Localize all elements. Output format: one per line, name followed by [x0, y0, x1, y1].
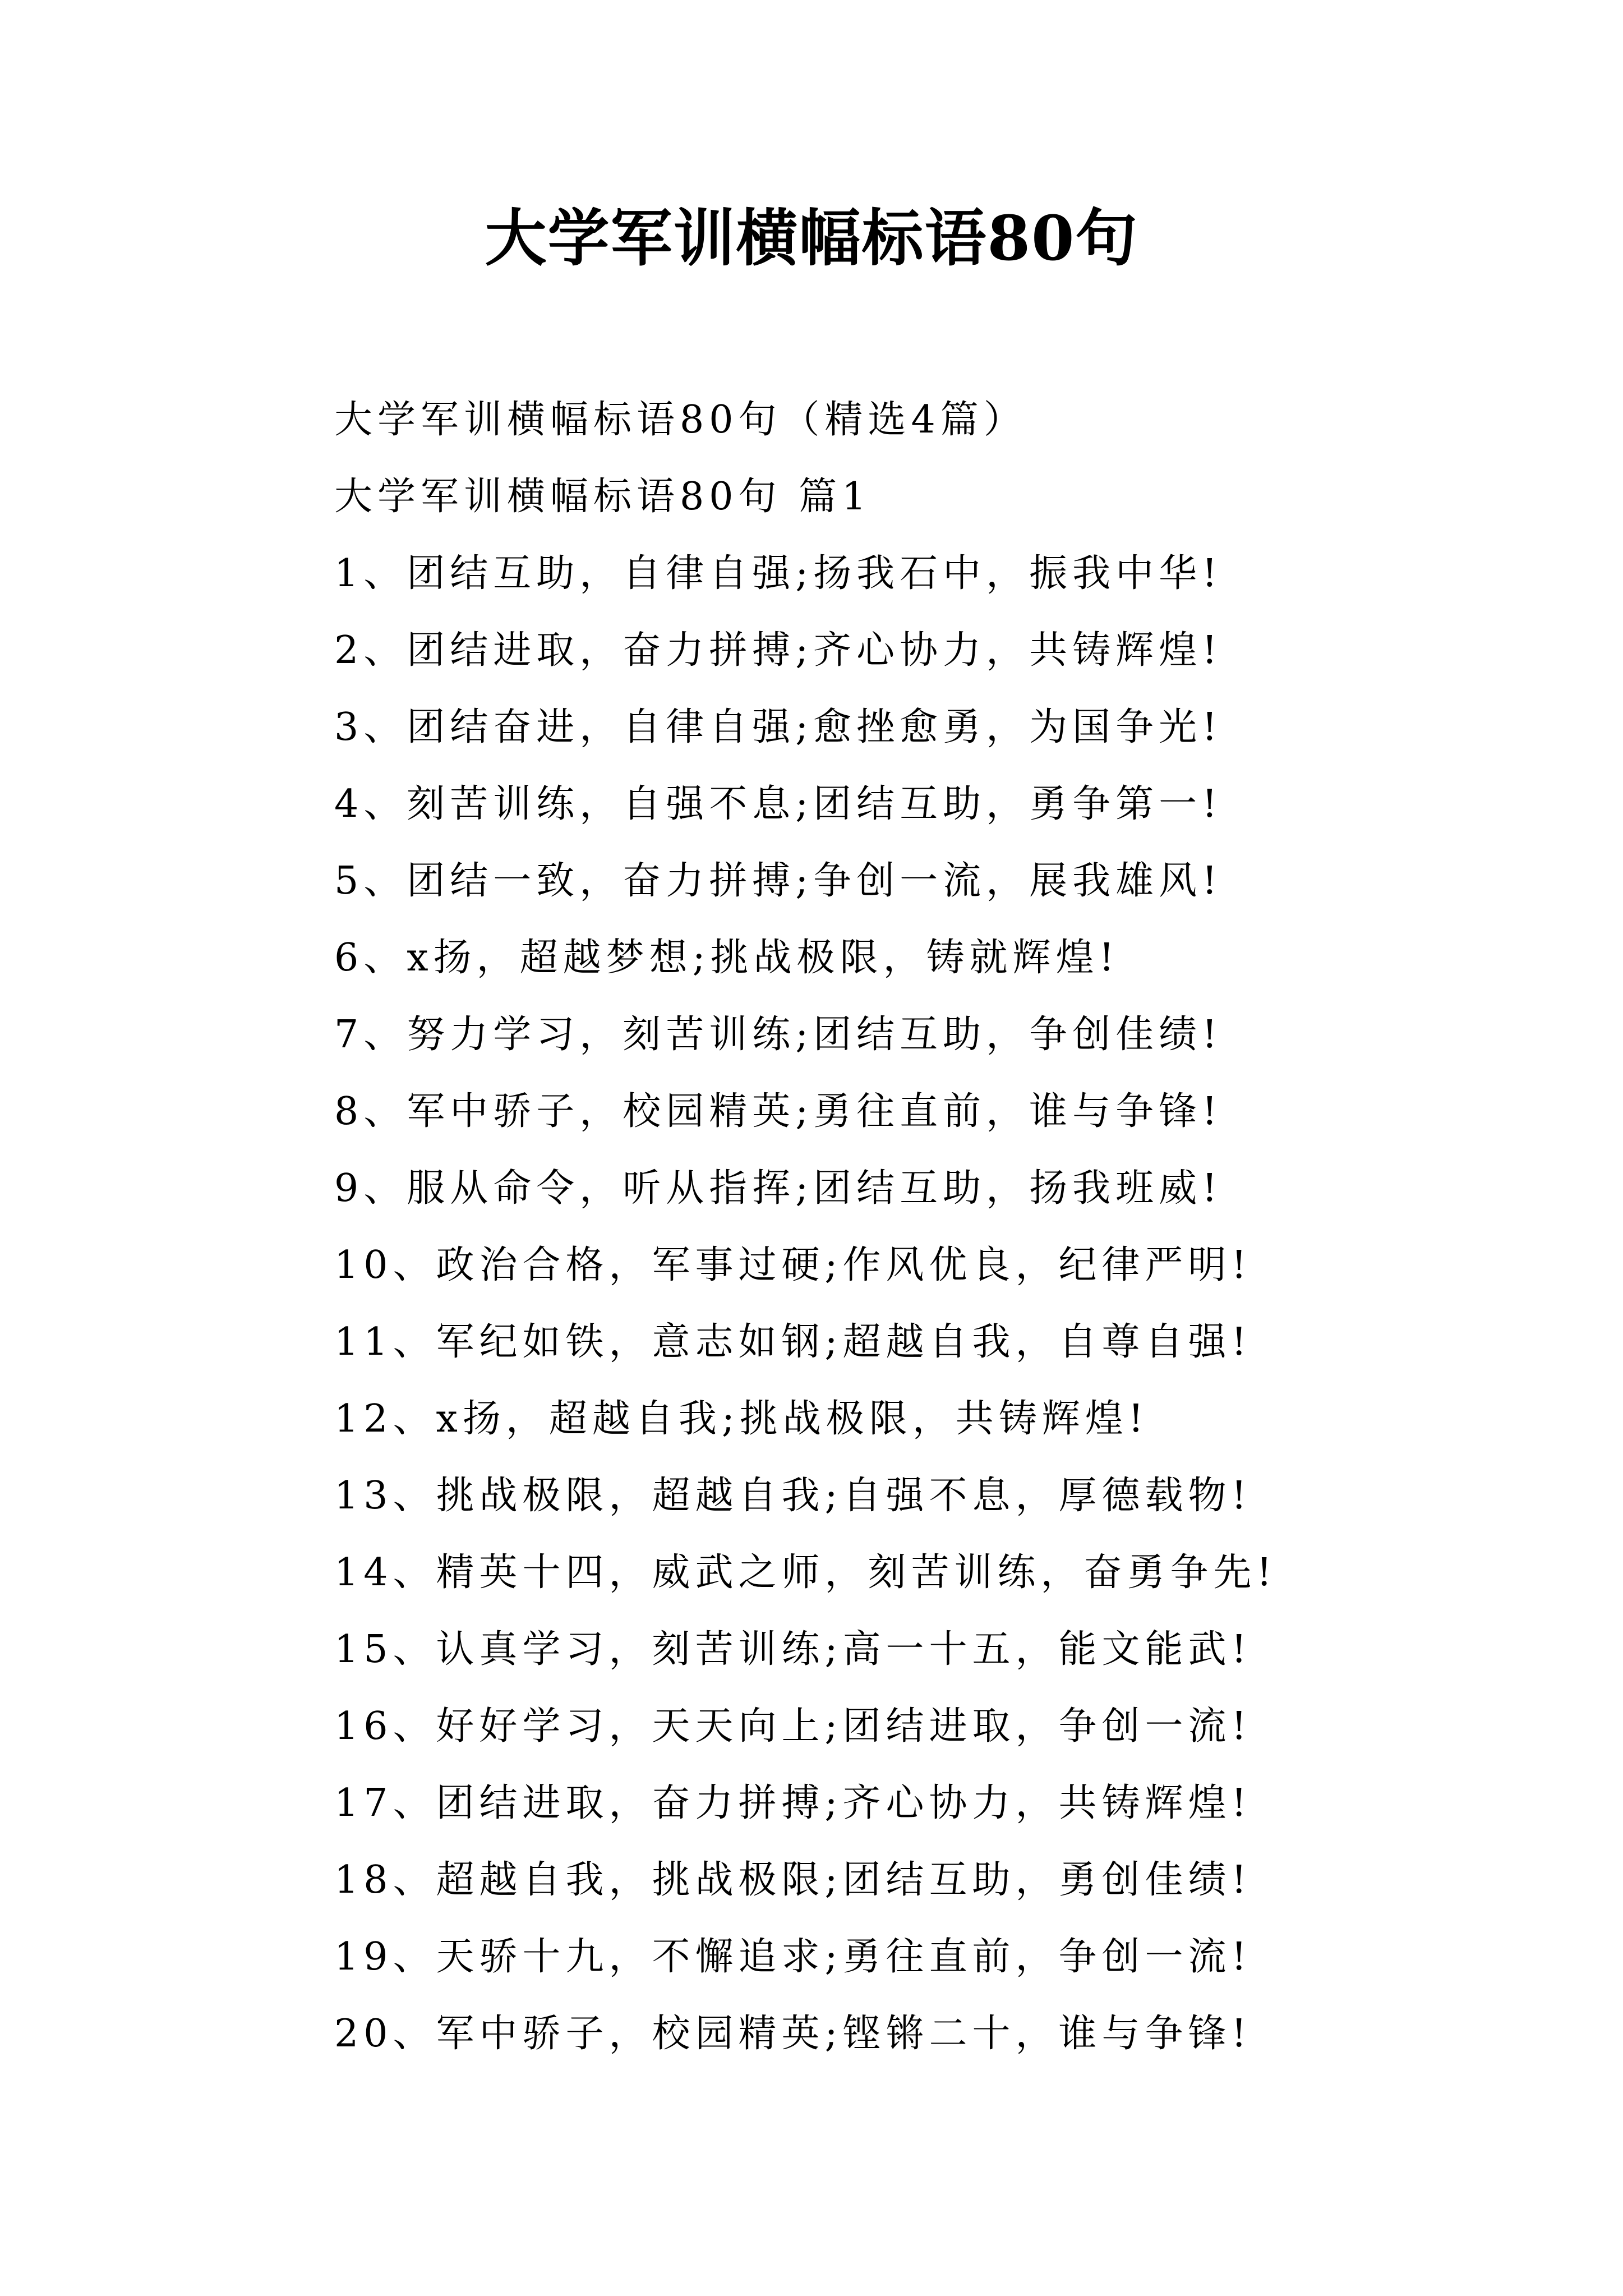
slogan-item: 19、天骄十九，不懈追求;勇往直前，争创一流! — [334, 1935, 1252, 1979]
slogan-item: 7、努力学习，刻苦训练;团结互助，争创佳绩! — [334, 1013, 1223, 1057]
document-body — [334, 381, 1484, 2072]
slogan-item: 6、x扬，超越梦想;挑战极限，铸就辉煌! — [334, 936, 1119, 980]
slogan-item: 5、团结一致，奋力拼搏;争创一流，展我雄风! — [334, 859, 1223, 903]
section-heading: 大学军训横幅标语80句 篇1 — [334, 475, 872, 519]
slogan-item: 16、好好学习，天天向上;团结进取，争创一流! — [334, 1704, 1252, 1749]
slogan-item: 4、刻苦训练，自强不息;团结互助，勇争第一! — [334, 782, 1223, 826]
slogan-item: 12、x扬，超越自我;挑战极限，共铸辉煌! — [334, 1397, 1149, 1441]
slogan-item: 20、军中骄子，校园精英;铿锵二十，谁与争锋! — [334, 2012, 1252, 2056]
document-title: 大学军训横幅标语80句 — [485, 202, 1138, 274]
slogan-item: 11、军纪如铁，意志如钢;超越自我，自尊自强! — [334, 1320, 1252, 1364]
slogan-item: 3、团结奋进，自律自强;愈挫愈勇，为国争光! — [334, 705, 1223, 749]
document-subtitle: 大学军训横幅标语80句（精选4篇） — [334, 398, 1027, 442]
slogan-item: 17、团结进取，奋力拼搏;齐心协力，共铸辉煌! — [334, 1781, 1252, 1825]
slogan-item: 14、精英十四，威武之师，刻苦训练，奋勇争先! — [334, 1550, 1277, 1595]
slogan-item: 1、团结互助，自律自强;扬我石中，振我中华! — [334, 551, 1223, 596]
slogan-item: 13、挑战极限，超越自我;自强不息，厚德载物! — [334, 1474, 1252, 1518]
slogan-item: 9、服从命令，听从指挥;团结互助，扬我班威! — [334, 1166, 1223, 1211]
slogan-item: 18、超越自我，挑战极限;团结互助，勇创佳绩! — [334, 1858, 1252, 1902]
slogan-item: 2、团结进取，奋力拼搏;齐心协力，共铸辉煌! — [334, 628, 1223, 673]
slogan-item: 10、政治合格，军事过硬;作风优良，纪律严明! — [334, 1243, 1252, 1287]
slogan-item: 15、认真学习，刻苦训练;高一十五，能文能武! — [334, 1627, 1252, 1672]
slogan-item: 8、军中骄子，校园精英;勇往直前，谁与争锋! — [334, 1089, 1223, 1134]
